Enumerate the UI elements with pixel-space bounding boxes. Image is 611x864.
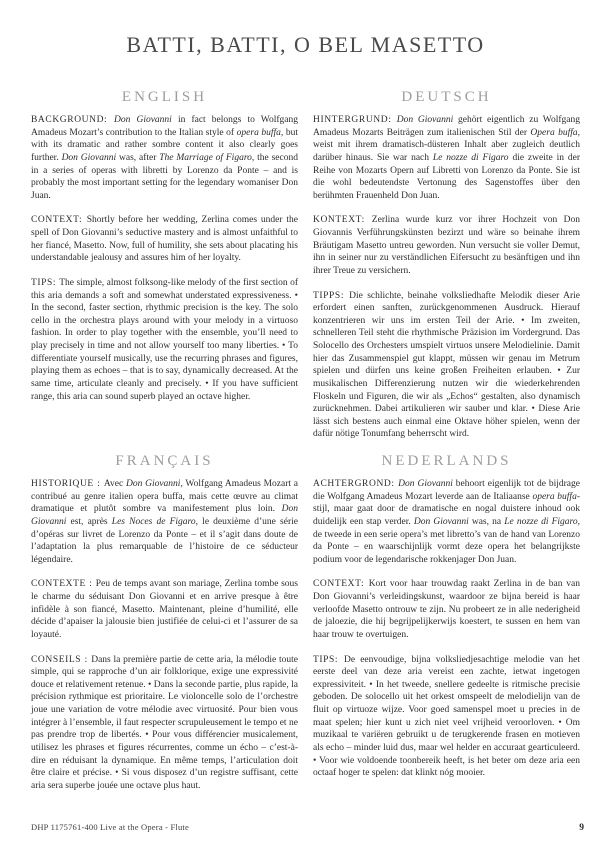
paragraph-english-tips: TIPS: The simple, almost folksong-like melody of the first section of this aria demands a soft and somewhat understated expressiveness. • In the second, faster section, rhythmic precision is the key. The solo cello in the orchestra plays around with your melody in a virtuoso fashion. In order to play together with the ensemble, you’ll need to play precisely in time and not allow yourself too many liberties. • To differentiate yourself musically, use the recurring phrases and figures, playing them as echoes – that is to say, dynamically decreased. At the same time, articulate cleanly and precisely. • If you have sufficient range, this aria can sound superb played an octave higher. [31,277,298,402]
paragraph-deutsch-hintergrund: HINTERGRUND: Don Giovanni gehört eigentlich zu Wolfgang Amadeus Mozarts Beiträgen zum italienischen Stil der Opera buffa, weist mit ihrem dramatisch-düsteren Inhalt aber zugleich deutlich darüber hinaus. Sie war nach Le nozze di Figaro die zweite in der Reihe von Mozarts Opern auf Libretti von Lorenzo da Ponte. Sie ist die wohl bedeutendste Vertonung des Sagenstoffes über den berühmten Frauenheld Don Juan. [313,115,581,201]
paragraph-francais-historique: HISTORIQUE : Avec Don Giovanni, Wolfgang Amadeus Mozart a contribué au genre italien opera buffa, mais cette œuvre au climat dramatique et plutôt sombre va manifestement plus loin. Don Giovanni est, après Les Noces de Figaro, le deuxième d’une série d’opéras sur livret de Lorenzo da Ponte – et il s’agit dans doute de l’adaptation la plus remarquable de l’histoire de ce séducteur légendaire. [31,479,299,565]
section-francais [31,453,298,804]
paragraph-nederlands-tips: TIPS: De eenvoudige, bijna volksliedjesachtige melodie van het eerste deel van deze aria vereist een zachte, ietwat ingetogen expressiviteit. • In het tweede, snellere gedeelte is ritmische precisie geboden. De solocello uit het orkest omspeelt de melodielijn van de fluit op virtuoze wijze. Voor goed samenspel moet u precies in de maat spelen; hier kunt u zich niet veel vrijheid veroorloven. • Om muzikaal te variëren gebruikt u de terugkerende frasen en motieven als echo – minder luid dus, maar wel helder en accuraat gearticuleerd. • Voor wie voldoende toonbereik heeft, is het beter om deze aria een octaaf hoger te spelen: dat klinkt nóg mooier. [313,654,580,779]
language-columns [31,89,580,804]
paragraph-english-context: CONTEXT: Shortly before her wedding, Zerlina comes under the spell of Don Giovanni’s seductive mastery and is almost unfaithful to her fiancé, Masetto. Now, full of humility, she sets about placating his understandable jealousy and assures him of her loyalty. [31,215,298,264]
section-nederlands [313,453,580,804]
section-heading-english: ENGLISH [121,89,208,105]
section-english [31,89,298,453]
paragraph-deutsch-kontext: KONTEXT: Zerlina wurde kurz vor ihrer Hochzeit von Don Giovannis Verführungskünsten bezirzt und wäre so beinahe ihrem Bräutigam Masetto untreu geworden. Nun versucht sie voller Demut, ihn in seiner nur zu verständlichen Eifersucht zu besänftigen und ihn ihrer Treue zu versichern. [313,215,580,276]
section-heading-deutsch: DEUTSCH [401,89,492,105]
section-heading-francais: FRANÇAIS [115,453,214,469]
page-title: BATTI, BATTI, O BEL MASETTO [126,32,485,57]
footer-page-number: 9 [579,823,584,833]
paragraph-nederlands-achtergrond: ACHTERGROND: Don Giovanni behoort eigenlijk tot de bijdrage die Wolfgang Amadeus Mozart leverde aan de Italiaanse opera buffa-stijl, maar gaat door de dramatische en nogal duistere inhoud ook duidelijk een stap verder. Don Giovanni was, na Le nozze di Figaro, de tweede in een serie opera’s met libretto’s van de hand van Lorenzo da Ponte – en waarschijnlijk vormt deze opera het belangrijkste podium voor de legendarische rokkenjager Don Juan. [313,479,581,565]
paragraph-francais-contexte: CONTEXTE : Peu de temps avant son mariage, Zerlina tombe sous le charme du séduisant Don Giovanni et en arrive presque à être infidèle à son fiancé, Masetto. Maintenant, pleine d’humilité, elle décide d’apaiser la jalousie bien justifiée de celui-ci et l’assurer de sa loyauté. [31,579,299,640]
section-deutsch [313,89,580,453]
paragraph-deutsch-tipps: TIPPS: Die schlichte, beinahe volksliedhafte Melodik dieser Arie erfordert einen sanften, zurückgenommenen Ausdruck. Hierauf konzentrieren wir uns im ersten Teil der Arie. • Im zweiten, schnelleren Teil steht die rhythmische Präzision im Vordergrund. Das Solocello des Orchesters umspielt virtuos unsere Melodielinie. Damit hier das Zusammenspiel gut klappt, müssen wir genau im Metrum spielen und dürfen uns keine großen Freiheiten erlauben. • Zur musikalischen Differenzierung nutzen wir die wiederkehrenden Floskeln und Figuren, die wir als „Echos“ gestalten, also dynamisch zurücknehmen. Dabei artikulieren wir sauber und klar. • Diese Arie lässt sich bestens auch einmal eine Oktave höher spielen, wenn der dafür nötige Tonumfang beherrscht wird. [313,290,581,440]
paragraph-nederlands-context: CONTEXT: Kort voor haar trouwdag raakt Zerlina in de ban van Don Giovanni’s verleidingskunst, waardoor ze bijna bereid is haar verloofde Masetto ontrouw te zijn. Nu probeert ze in alle nederigheid de jaloezie, die hij begrijpelijkerwijs koestert, te sussen en hem van haar trouw te overtuigen. [313,579,580,640]
paragraph-francais-conseils: CONSEILS : Dans la première partie de cette aria, la mélodie toute simple, qui se rapproche d’un air folklorique, exige une expressivité douce et relativement retenue. • Dans la seconde partie, plus rapide, la précision rythmique est prioritaire. Le violoncelle solo de l’orchestre joue une variation de votre mélodie avec virtuosité. Pour bien vous intégrer à l’ensemble, il faut respecter scrupuleusement le tempo et ne pas prendre trop de libertés. • Pour vous différencier musicalement, utilisez les phrases et figures récurrentes, comme un écho – c’est-à-dire en réduisant la dynamique. En même temps, l’articulation doit être claire et précise. • Si vous disposez d’un registre suffisant, cette aria sera superbe jouée une octave plus haut. [31,654,298,791]
paragraph-english-background: BACKGROUND: Don Giovanni in fact belongs to Wolfgang Amadeus Mozart’s contribution to the Italian style of opera buffa, but with its dramatic and rather sombre content it also clearly goes further. Don Giovanni was, after The Marriage of Figaro, the second in a series of operas with libretti by Lorenzo da Ponte – and is probably the most important setting for the legendary womaniser Don Juan. [31,115,299,201]
page-footer [31,822,584,833]
footer-catalog-number: DHP 1175761-400 Live at the Opera - Flute [31,822,189,832]
section-heading-nederlands: NEDERLANDS [381,453,512,469]
